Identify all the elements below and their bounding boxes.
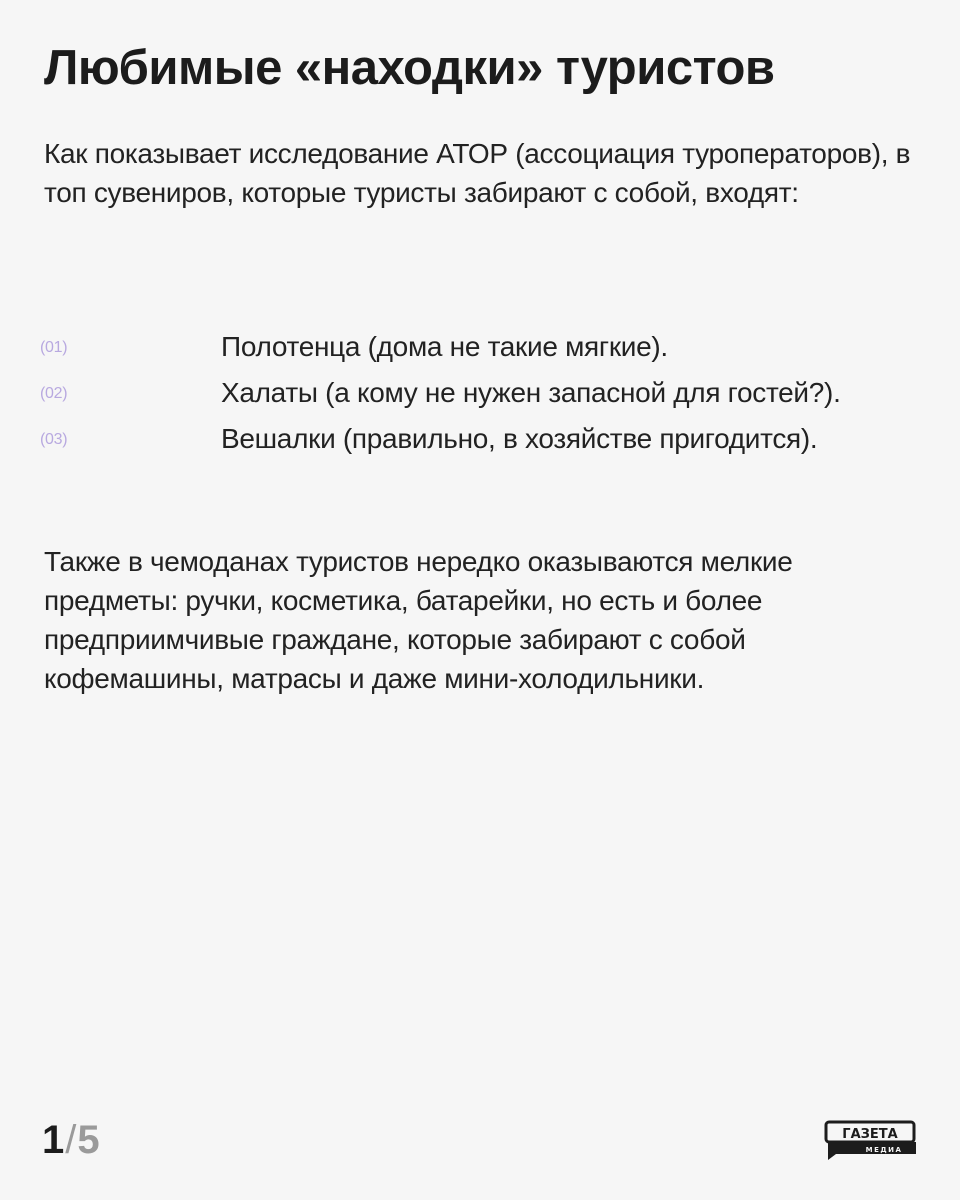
list-item-number: (02) — [40, 385, 68, 402]
souvenir-list — [0, 324, 960, 462]
slide-counter-current: 1 — [42, 1118, 65, 1162]
list-item — [0, 416, 960, 462]
slide-counter-separator: / — [65, 1118, 77, 1162]
list-item-number: (03) — [40, 431, 68, 448]
slide-counter-total: 5 — [77, 1118, 100, 1162]
list-item-number: (01) — [40, 339, 68, 356]
list-item-text: Вешалки (правильно, в хозяйстве пригодится). — [221, 423, 818, 454]
gazeta-media-logo — [824, 1120, 920, 1164]
list-item-text: Полотенца (дома не такие мягкие). — [221, 331, 668, 362]
list-item-text: Халаты (а кому не нужен запасной для гостей?). — [221, 377, 841, 408]
intro-paragraph: Как показывает исследование АТОР (ассоциация туроператоров), в топ сувениров, которые туристы забирают с собой, входят: — [44, 138, 911, 208]
outro-paragraph: Также в чемоданах туристов нередко оказываются мелкие предметы: ручки, косметика, батарейки, но есть и более предприимчивые граждане, которые забирают с собой кофемашины, матрасы и даже мини-холодильники. — [44, 546, 793, 694]
slide-counter — [42, 1116, 100, 1164]
list-item — [0, 324, 960, 370]
logo-line1: ГАЗЕТА — [842, 1127, 898, 1142]
page-title: Любимые «находки» туристов — [44, 41, 775, 95]
list-item — [0, 370, 960, 416]
logo-line2: МЕДИА — [865, 1146, 903, 1154]
